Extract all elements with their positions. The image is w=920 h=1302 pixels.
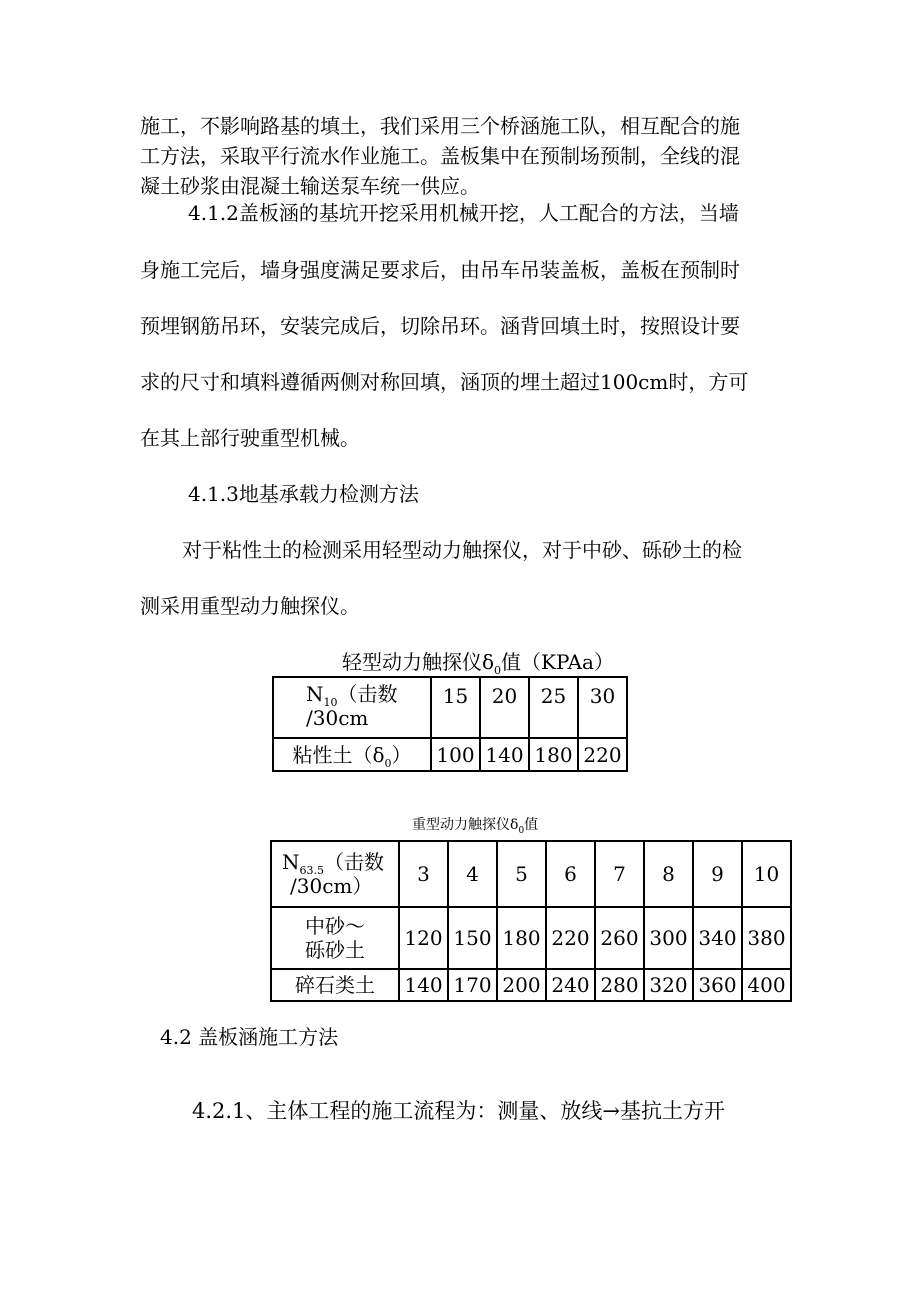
table1-header-cell: $N_{10}$（击数 /30cm	[273, 677, 431, 738]
table2-value-cell: 180	[497, 907, 546, 969]
section-heading-42: 4.2 盖板涵施工方法	[160, 1025, 339, 1049]
table2-value-cell: 280	[595, 969, 644, 1001]
table2-row1-label: 中砂～ 砾砂土	[271, 907, 399, 969]
heavy-penetrometer-table	[270, 840, 792, 1002]
light-penetrometer-table	[272, 676, 628, 772]
table1-caption: 轻型动力触探仪$\delta_0$值（KPAa）	[342, 650, 614, 677]
table1-value-cell: 100	[431, 738, 480, 771]
table2-value-cell: 240	[546, 969, 595, 1001]
table1-value-cell: 220	[578, 738, 627, 771]
table2-value-cell: 340	[693, 907, 742, 969]
table2-value-cell: 320	[644, 969, 693, 1001]
table-row	[273, 677, 627, 738]
table-row	[273, 738, 627, 771]
paragraph-line-1: 施工，不影响路基的填土，我们采用三个桥涵施工队，相互配合的施	[140, 114, 740, 138]
table2-header-cell: $N_{63.5}$（击数 /30cm）	[271, 841, 399, 907]
table2-blow-cell: 3	[399, 841, 448, 907]
paragraph-line-6: 预埋钢筋吊环，安装完成后，切除吊环。涵背回填土时，按照设计要	[140, 314, 740, 338]
table2-value-cell: 380	[742, 907, 791, 969]
table1-blow-cell: 20	[480, 677, 529, 738]
table2-value-cell: 150	[448, 907, 497, 969]
table2-value-cell: 360	[693, 969, 742, 1001]
paragraph-line-5: 身施工完后，墙身强度满足要求后，由吊车吊装盖板，盖板在预制时	[140, 258, 740, 282]
table2-value-cell: 400	[742, 969, 791, 1001]
table2-value-cell: 260	[595, 907, 644, 969]
table1-value-cell: 140	[480, 738, 529, 771]
table2-blow-cell: 7	[595, 841, 644, 907]
table1-blow-cell: 30	[578, 677, 627, 738]
table1-row-label: 粘性土$(\delta_0)$	[273, 738, 431, 771]
table-row	[271, 969, 791, 1001]
table2-blow-cell: 6	[546, 841, 595, 907]
table2-value-cell: 170	[448, 969, 497, 1001]
table2-value-cell: 220	[546, 907, 595, 969]
table1-blow-cell: 15	[431, 677, 480, 738]
table-row	[271, 907, 791, 969]
table1-blow-cell: 25	[529, 677, 578, 738]
paragraph-line-7: 求的尺寸和填料遵循两侧对称回填，涵顶的埋土超过100cm时，方可	[140, 370, 749, 394]
table2-value-cell: 300	[644, 907, 693, 969]
paragraph-line-11: 测采用重型动力触探仪。	[140, 594, 360, 618]
table2-blow-cell: 9	[693, 841, 742, 907]
table2-blow-cell: 5	[497, 841, 546, 907]
table2-blow-cell: 10	[742, 841, 791, 907]
section-heading-413: 4.1.3地基承载力检测方法	[188, 482, 419, 506]
table2-blow-cell: 4	[448, 841, 497, 907]
table2-blow-cell: 8	[644, 841, 693, 907]
table2-row2-label: 碎石类土	[271, 969, 399, 1001]
table2-value-cell: 120	[399, 907, 448, 969]
paragraph-line-3: 凝土砂浆由混凝土输送泵车统一供应。	[140, 174, 480, 198]
paragraph-line-4: 4.1.2盖板涵的基坑开挖采用机械开挖，人工配合的方法，当墙	[188, 201, 739, 225]
paragraph-line-10: 对于粘性土的检测采用轻型动力触探仪，对于中砂、砾砂土的检	[182, 538, 742, 562]
table2-value-cell: 140	[399, 969, 448, 1001]
table2-value-cell: 200	[497, 969, 546, 1001]
section-heading-421: 4.2.1、主体工程的施工流程为：测量、放线→基抗土方开	[192, 1099, 726, 1123]
paragraph-line-8: 在其上部行驶重型机械。	[140, 426, 360, 450]
table-row	[271, 841, 791, 907]
paragraph-line-2: 工方法，采取平行流水作业施工。盖板集中在预制场预制，全线的混	[140, 144, 740, 168]
table1-value-cell: 180	[529, 738, 578, 771]
table2-caption: 重型动力触探仪$\delta_0$值	[412, 817, 539, 836]
